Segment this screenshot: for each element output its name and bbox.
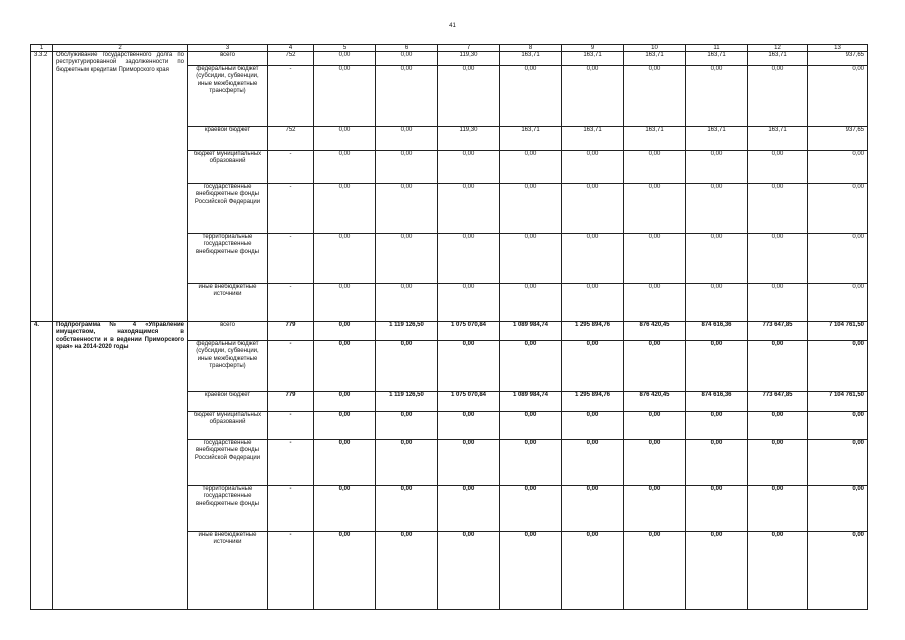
amount-cell: 876 420,45 bbox=[624, 392, 686, 412]
row-index: 3.3.2 bbox=[31, 52, 53, 322]
amount-cell: 0,00 bbox=[500, 151, 562, 184]
amount-cell: 0,00 bbox=[562, 66, 624, 127]
amount-cell: 0,00 bbox=[624, 184, 686, 234]
amount-cell: 0,00 bbox=[376, 341, 438, 392]
amount-cell: 0,00 bbox=[686, 151, 748, 184]
amount-cell: 0,00 bbox=[314, 284, 376, 322]
amount-cell: 0,00 bbox=[376, 532, 438, 610]
amount-cell: 0,00 bbox=[808, 234, 868, 284]
amount-cell: 874 616,36 bbox=[686, 322, 748, 341]
amount-cell: 0,00 bbox=[808, 440, 868, 486]
funding-source: бюджет муниципальных образований bbox=[188, 412, 268, 440]
funding-source: федеральный бюджет (субсидии, субвенции, иные межбюджетные трансферты) bbox=[188, 66, 268, 127]
amount-cell: 0,00 bbox=[748, 234, 808, 284]
amount-cell: 1 075 070,84 bbox=[438, 392, 500, 412]
table-row bbox=[31, 322, 868, 341]
funding-source: государственные внебюджетные фонды Российской Федерации bbox=[188, 184, 268, 234]
amount-cell: 0,00 bbox=[376, 184, 438, 234]
amount-cell: 0,00 bbox=[500, 486, 562, 532]
funding-source: федеральный бюджет (субсидии, субвенции, иные межбюджетные трансферты) bbox=[188, 341, 268, 392]
amount-cell: 0,00 bbox=[748, 151, 808, 184]
amount-cell: 0,00 bbox=[808, 412, 868, 440]
amount-cell: 1 295 894,76 bbox=[562, 392, 624, 412]
amount-cell: 0,00 bbox=[624, 341, 686, 392]
amount-cell: 0,00 bbox=[376, 284, 438, 322]
budget-code: - bbox=[268, 532, 314, 610]
budget-table bbox=[30, 44, 868, 610]
amount-cell: 0,00 bbox=[438, 412, 500, 440]
column-number: 2 bbox=[53, 45, 188, 52]
program-description: Подпрограмма № 4 «Управление имуществом, находящимся в собственности и в ведении Приморского края» на 2014-2020 годы bbox=[53, 322, 188, 610]
amount-cell: 0,00 bbox=[314, 412, 376, 440]
amount-cell: 0,00 bbox=[438, 486, 500, 532]
amount-cell: 0,00 bbox=[562, 341, 624, 392]
budget-code: - bbox=[268, 412, 314, 440]
column-number: 5 bbox=[314, 45, 376, 52]
funding-source: территориальные государственные внебюджетные фонды bbox=[188, 486, 268, 532]
page-number: 41 bbox=[449, 23, 456, 29]
budget-code: - bbox=[268, 284, 314, 322]
amount-cell: 876 420,45 bbox=[624, 322, 686, 341]
amount-cell: 0,00 bbox=[438, 341, 500, 392]
amount-cell: 0,00 bbox=[376, 440, 438, 486]
amount-cell: 0,00 bbox=[314, 151, 376, 184]
amount-cell: 0,00 bbox=[438, 440, 500, 486]
budget-code: 779 bbox=[268, 322, 314, 341]
amount-cell: 874 616,36 bbox=[686, 392, 748, 412]
funding-source: бюджет муниципальных образований bbox=[188, 151, 268, 184]
amount-cell: 0,00 bbox=[686, 486, 748, 532]
column-number: 7 bbox=[438, 45, 500, 52]
amount-cell: 0,00 bbox=[376, 234, 438, 284]
budget-code: - bbox=[268, 440, 314, 486]
amount-cell: 937,65 bbox=[808, 127, 868, 151]
amount-cell: 163,71 bbox=[748, 127, 808, 151]
amount-cell: 0,00 bbox=[314, 234, 376, 284]
amount-cell: 0,00 bbox=[808, 341, 868, 392]
amount-cell: 0,00 bbox=[624, 284, 686, 322]
column-number: 13 bbox=[808, 45, 868, 52]
funding-source: иные внебюджетные источники bbox=[188, 284, 268, 322]
amount-cell: 119,30 bbox=[438, 127, 500, 151]
amount-cell: 0,00 bbox=[624, 486, 686, 532]
column-number: 9 bbox=[562, 45, 624, 52]
amount-cell: 0,00 bbox=[314, 127, 376, 151]
amount-cell: 0,00 bbox=[624, 151, 686, 184]
amount-cell: 1 075 070,84 bbox=[438, 322, 500, 341]
amount-cell: 0,00 bbox=[314, 392, 376, 412]
column-number: 4 bbox=[268, 45, 314, 52]
amount-cell: 1 119 126,50 bbox=[376, 392, 438, 412]
amount-cell: 0,00 bbox=[376, 486, 438, 532]
budget-code: 779 bbox=[268, 392, 314, 412]
amount-cell: 163,71 bbox=[500, 52, 562, 66]
amount-cell: 937,65 bbox=[808, 52, 868, 66]
amount-cell: 119,30 bbox=[438, 52, 500, 66]
amount-cell: 0,00 bbox=[686, 532, 748, 610]
amount-cell: 0,00 bbox=[624, 234, 686, 284]
amount-cell: 0,00 bbox=[686, 184, 748, 234]
amount-cell: 0,00 bbox=[808, 184, 868, 234]
amount-cell: 0,00 bbox=[808, 66, 868, 127]
amount-cell: 0,00 bbox=[686, 284, 748, 322]
amount-cell: 0,00 bbox=[562, 234, 624, 284]
amount-cell: 0,00 bbox=[624, 440, 686, 486]
amount-cell: 0,00 bbox=[314, 66, 376, 127]
amount-cell: 0,00 bbox=[808, 151, 868, 184]
column-number: 12 bbox=[748, 45, 808, 52]
amount-cell: 0,00 bbox=[748, 486, 808, 532]
column-number: 10 bbox=[624, 45, 686, 52]
amount-cell: 163,71 bbox=[562, 52, 624, 66]
amount-cell: 0,00 bbox=[500, 66, 562, 127]
funding-source: территориальные государственные внебюджетные фонды bbox=[188, 234, 268, 284]
budget-code: - bbox=[268, 184, 314, 234]
amount-cell: 163,71 bbox=[624, 127, 686, 151]
amount-cell: 0,00 bbox=[562, 532, 624, 610]
amount-cell: 0,00 bbox=[314, 322, 376, 341]
amount-cell: 0,00 bbox=[438, 234, 500, 284]
budget-code: 752 bbox=[268, 52, 314, 66]
amount-cell: 0,00 bbox=[748, 341, 808, 392]
amount-cell: 0,00 bbox=[376, 127, 438, 151]
amount-cell: 0,00 bbox=[438, 66, 500, 127]
amount-cell: 0,00 bbox=[808, 486, 868, 532]
amount-cell: 773 647,85 bbox=[748, 322, 808, 341]
funding-source: краевой бюджет bbox=[188, 127, 268, 151]
amount-cell: 0,00 bbox=[748, 66, 808, 127]
amount-cell: 0,00 bbox=[686, 412, 748, 440]
amount-cell: 0,00 bbox=[500, 234, 562, 284]
amount-cell: 1 295 894,76 bbox=[562, 322, 624, 341]
amount-cell: 0,00 bbox=[500, 341, 562, 392]
amount-cell: 0,00 bbox=[624, 66, 686, 127]
amount-cell: 0,00 bbox=[624, 412, 686, 440]
amount-cell: 0,00 bbox=[438, 284, 500, 322]
amount-cell: 0,00 bbox=[314, 532, 376, 610]
amount-cell: 0,00 bbox=[314, 486, 376, 532]
column-number: 3 bbox=[188, 45, 268, 52]
amount-cell: 0,00 bbox=[376, 66, 438, 127]
amount-cell: 0,00 bbox=[624, 532, 686, 610]
amount-cell: 0,00 bbox=[500, 184, 562, 234]
amount-cell: 0,00 bbox=[314, 52, 376, 66]
amount-cell: 0,00 bbox=[314, 341, 376, 392]
amount-cell: 0,00 bbox=[748, 184, 808, 234]
funding-source: всего bbox=[188, 52, 268, 66]
section-4 bbox=[31, 322, 868, 610]
column-number: 1 bbox=[31, 45, 53, 52]
amount-cell: 0,00 bbox=[500, 412, 562, 440]
amount-cell: 0,00 bbox=[376, 151, 438, 184]
amount-cell: 1 089 984,74 bbox=[500, 322, 562, 341]
amount-cell: 163,71 bbox=[562, 127, 624, 151]
amount-cell: 0,00 bbox=[500, 532, 562, 610]
amount-cell: 0,00 bbox=[562, 440, 624, 486]
amount-cell: 0,00 bbox=[438, 151, 500, 184]
amount-cell: 0,00 bbox=[376, 412, 438, 440]
amount-cell: 0,00 bbox=[438, 184, 500, 234]
amount-cell: 0,00 bbox=[562, 486, 624, 532]
budget-code: - bbox=[268, 234, 314, 284]
row-index: 4. bbox=[31, 322, 53, 610]
column-number-row bbox=[31, 45, 868, 52]
amount-cell: 163,71 bbox=[686, 127, 748, 151]
amount-cell: 0,00 bbox=[748, 440, 808, 486]
amount-cell: 773 647,85 bbox=[748, 392, 808, 412]
amount-cell: 0,00 bbox=[808, 284, 868, 322]
funding-source: всего bbox=[188, 322, 268, 341]
amount-cell: 1 089 984,74 bbox=[500, 392, 562, 412]
amount-cell: 0,00 bbox=[686, 66, 748, 127]
budget-code: - bbox=[268, 151, 314, 184]
amount-cell: 7 104 761,50 bbox=[808, 322, 868, 341]
table-row bbox=[31, 52, 868, 66]
budget-code: 752 bbox=[268, 127, 314, 151]
amount-cell: 0,00 bbox=[686, 341, 748, 392]
amount-cell: 0,00 bbox=[376, 52, 438, 66]
amount-cell: 0,00 bbox=[562, 412, 624, 440]
amount-cell: 0,00 bbox=[314, 440, 376, 486]
funding-source: государственные внебюджетные фонды Российской Федерации bbox=[188, 440, 268, 486]
amount-cell: 0,00 bbox=[562, 284, 624, 322]
funding-source: краевой бюджет bbox=[188, 392, 268, 412]
amount-cell: 0,00 bbox=[748, 412, 808, 440]
amount-cell: 0,00 bbox=[686, 440, 748, 486]
amount-cell: 0,00 bbox=[748, 284, 808, 322]
budget-code: - bbox=[268, 66, 314, 127]
amount-cell: 0,00 bbox=[314, 184, 376, 234]
column-number: 8 bbox=[500, 45, 562, 52]
budget-code: - bbox=[268, 486, 314, 532]
funding-source: иные внебюджетные источники bbox=[188, 532, 268, 610]
amount-cell: 1 119 126,50 bbox=[376, 322, 438, 341]
column-number: 6 bbox=[376, 45, 438, 52]
amount-cell: 0,00 bbox=[808, 532, 868, 610]
amount-cell: 163,71 bbox=[686, 52, 748, 66]
amount-cell: 0,00 bbox=[686, 234, 748, 284]
amount-cell: 163,71 bbox=[624, 52, 686, 66]
column-number: 11 bbox=[686, 45, 748, 52]
amount-cell: 0,00 bbox=[748, 532, 808, 610]
program-description: Обслуживание государственного долга по реструктурированной задолженности по бюджетным кредитам Приморского края bbox=[53, 52, 188, 322]
amount-cell: 7 104 761,50 bbox=[808, 392, 868, 412]
section-3-3-2 bbox=[31, 52, 868, 322]
amount-cell: 0,00 bbox=[438, 532, 500, 610]
amount-cell: 163,71 bbox=[500, 127, 562, 151]
amount-cell: 0,00 bbox=[562, 184, 624, 234]
amount-cell: 0,00 bbox=[562, 151, 624, 184]
amount-cell: 0,00 bbox=[500, 284, 562, 322]
amount-cell: 0,00 bbox=[500, 440, 562, 486]
budget-code: - bbox=[268, 341, 314, 392]
amount-cell: 163,71 bbox=[748, 52, 808, 66]
